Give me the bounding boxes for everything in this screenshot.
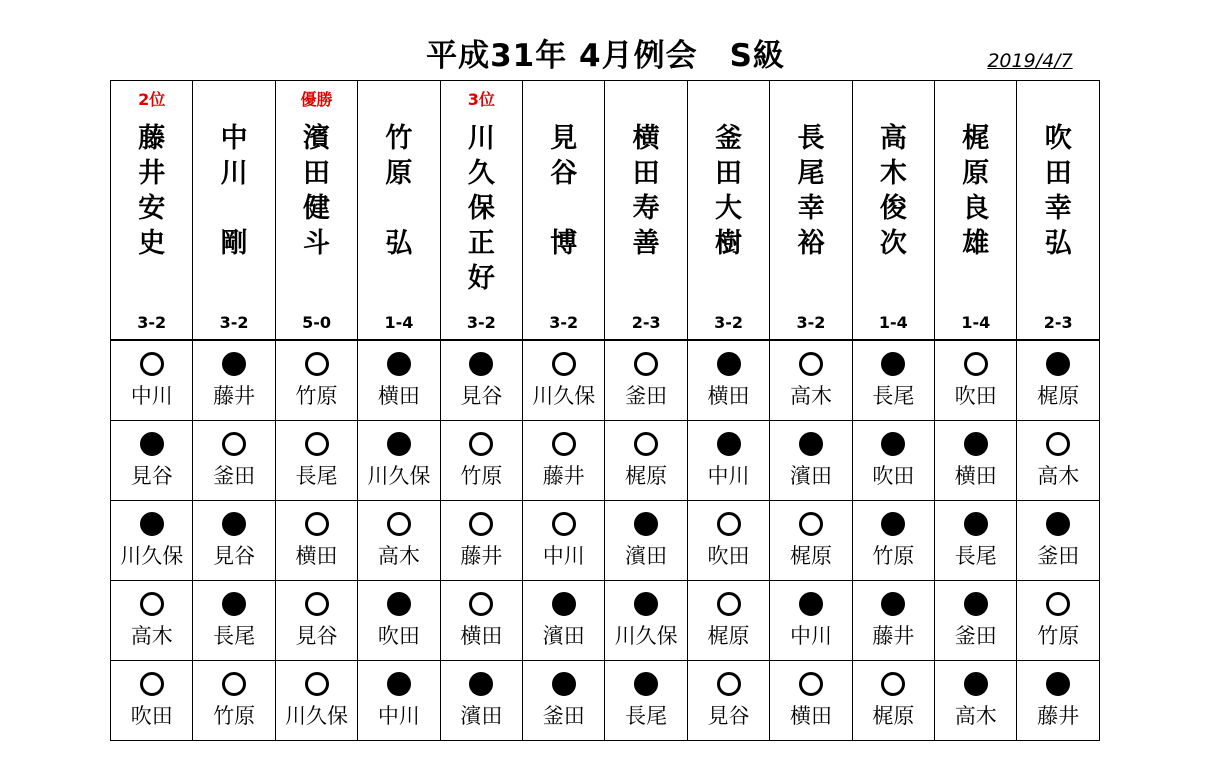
- player-name-char: 竹: [385, 123, 413, 154]
- win-circle-icon: [1046, 432, 1070, 456]
- loss-circle-icon: [387, 672, 411, 696]
- player-name-char: 保: [467, 193, 495, 224]
- opponent-name: 横田: [295, 544, 338, 568]
- win-circle-icon: [140, 352, 164, 376]
- loss-circle-icon: [552, 672, 576, 696]
- opponent-name: 吹田: [377, 624, 420, 648]
- opponent-name: 梶原: [625, 464, 668, 488]
- opponent-name: 釜田: [625, 384, 668, 408]
- player-name-char: 木: [879, 158, 907, 189]
- win-circle-icon: [140, 592, 164, 616]
- opponent-name: 横田: [707, 384, 750, 408]
- match-result-cell: [770, 340, 852, 421]
- opponent-name: 梶原: [789, 544, 832, 568]
- player-name-char: 釜: [715, 123, 743, 154]
- player-name-char: 善: [632, 228, 660, 259]
- round-row: [111, 501, 1100, 581]
- match-result-cell: [275, 340, 357, 421]
- win-circle-icon: [305, 672, 329, 696]
- match-result-cell: [770, 421, 852, 501]
- player-column-header: [440, 81, 522, 341]
- player-name: [276, 121, 357, 261]
- opponent-name: 高木: [954, 704, 997, 728]
- match-result-cell: [440, 661, 522, 741]
- event-date: 2019/4/7: [987, 50, 1073, 72]
- round-row: [111, 421, 1100, 501]
- match-result-cell: [852, 340, 934, 421]
- player-name-char: 田: [1044, 158, 1072, 189]
- player-name-char: 史: [138, 228, 166, 259]
- opponent-name: 濱田: [460, 704, 503, 728]
- win-circle-icon: [717, 592, 741, 616]
- loss-circle-icon: [222, 512, 246, 536]
- opponent-name: 長尾: [954, 544, 997, 568]
- match-result-cell: [687, 501, 769, 581]
- round-row: [111, 581, 1100, 661]
- win-circle-icon: [469, 592, 493, 616]
- opponent-name: 藤井: [542, 464, 585, 488]
- player-name-char: [193, 191, 274, 226]
- player-name-char: 剛: [220, 228, 248, 259]
- loss-circle-icon: [634, 592, 658, 616]
- win-circle-icon: [140, 672, 164, 696]
- match-result-cell: [193, 421, 275, 501]
- player-name-char: 斗: [303, 228, 331, 259]
- loss-circle-icon: [1046, 512, 1070, 536]
- opponent-name: 見谷: [707, 704, 750, 728]
- player-name-char: 大: [715, 193, 743, 224]
- win-circle-icon: [634, 352, 658, 376]
- opponent-name: 藤井: [460, 544, 503, 568]
- opponent-name: 見谷: [130, 464, 173, 488]
- match-result-cell: [852, 581, 934, 661]
- match-result-cell: [440, 501, 522, 581]
- player-header-row: [111, 81, 1100, 341]
- match-result-cell: [1017, 501, 1100, 581]
- player-name: [193, 121, 274, 261]
- win-circle-icon: [305, 432, 329, 456]
- opponent-name: 見谷: [295, 624, 338, 648]
- win-loss-score: 1-4: [878, 313, 908, 332]
- rank-label: 3位: [467, 90, 495, 109]
- loss-circle-icon: [222, 352, 246, 376]
- rank-label: 優勝: [300, 90, 333, 109]
- match-result-cell: [1017, 340, 1100, 421]
- match-result-cell: [935, 661, 1017, 741]
- match-result-cell: [605, 340, 687, 421]
- opponent-name: 藤井: [1037, 704, 1080, 728]
- loss-circle-icon: [964, 512, 988, 536]
- match-result-cell: [1017, 661, 1100, 741]
- opponent-name: 横田: [954, 464, 997, 488]
- match-result-cell: [935, 581, 1017, 661]
- match-result-cell: [111, 581, 193, 661]
- opponent-name: 梶原: [1037, 384, 1080, 408]
- opponent-name: 川久保: [285, 704, 349, 728]
- player-name-char: 健: [303, 193, 331, 224]
- match-result-cell: [440, 581, 522, 661]
- opponent-name: 梶原: [872, 704, 915, 728]
- player-name-char: 寿: [632, 193, 660, 224]
- match-result-cell: [523, 421, 605, 501]
- match-result-cell: [935, 421, 1017, 501]
- match-result-cell: [275, 501, 357, 581]
- player-name-char: 安: [138, 193, 166, 224]
- player-column-header: [605, 81, 687, 341]
- match-result-cell: [687, 581, 769, 661]
- win-circle-icon: [634, 432, 658, 456]
- loss-circle-icon: [717, 432, 741, 456]
- win-loss-score: 3-2: [219, 313, 249, 332]
- loss-circle-icon: [1046, 672, 1070, 696]
- match-result-cell: [605, 421, 687, 501]
- player-name: [111, 121, 192, 261]
- loss-circle-icon: [881, 512, 905, 536]
- match-result-cell: [935, 340, 1017, 421]
- opponent-name: 中川: [707, 464, 750, 488]
- win-loss-score: 2-3: [631, 313, 661, 332]
- player-name-char: 川: [467, 123, 495, 154]
- round-row: [111, 661, 1100, 741]
- opponent-name: 吹田: [872, 464, 915, 488]
- player-name-char: 博: [550, 228, 578, 259]
- win-circle-icon: [1046, 592, 1070, 616]
- player-column-header: [852, 81, 934, 341]
- opponent-name: 釜田: [1037, 544, 1080, 568]
- opponent-name: 長尾: [213, 624, 256, 648]
- opponent-name: 長尾: [872, 384, 915, 408]
- loss-circle-icon: [881, 352, 905, 376]
- player-name-char: 谷: [550, 158, 578, 189]
- win-loss-score: 3-2: [714, 313, 743, 332]
- win-circle-icon: [469, 512, 493, 536]
- match-result-cell: [358, 421, 440, 501]
- opponent-name: 横田: [789, 704, 832, 728]
- player-name-char: 原: [385, 158, 413, 189]
- player-name-char: 見: [550, 123, 578, 154]
- player-name: [853, 121, 934, 261]
- player-name: [688, 121, 769, 261]
- player-name: [523, 121, 604, 261]
- win-circle-icon: [222, 432, 246, 456]
- match-result-cell: [852, 661, 934, 741]
- loss-circle-icon: [717, 352, 741, 376]
- opponent-name: 川久保: [614, 624, 678, 648]
- match-result-cell: [358, 581, 440, 661]
- loss-circle-icon: [799, 592, 823, 616]
- win-circle-icon: [717, 512, 741, 536]
- win-circle-icon: [964, 352, 988, 376]
- opponent-name: 梶原: [707, 624, 750, 648]
- opponent-name: 長尾: [295, 464, 338, 488]
- player-name-char: 吹: [1044, 123, 1072, 154]
- opponent-name: 釜田: [542, 704, 585, 728]
- loss-circle-icon: [387, 592, 411, 616]
- player-column-header: [193, 81, 275, 341]
- match-result-cell: [605, 501, 687, 581]
- player-name-char: 次: [879, 228, 907, 259]
- win-loss-score: 5-0: [302, 313, 331, 332]
- match-result-cell: [852, 501, 934, 581]
- opponent-name: 長尾: [625, 704, 668, 728]
- match-result-cell: [1017, 581, 1100, 661]
- match-result-cell: [523, 340, 605, 421]
- win-loss-score: 2-3: [1043, 313, 1073, 332]
- match-result-cell: [193, 581, 275, 661]
- player-name-char: 横: [632, 123, 660, 154]
- opponent-name: 中川: [377, 704, 420, 728]
- win-circle-icon: [387, 512, 411, 536]
- results-table: [110, 80, 1100, 741]
- player-name-char: 久: [467, 158, 495, 189]
- match-result-cell: [935, 501, 1017, 581]
- page-title: 平成31年 4月例会 S級: [426, 38, 785, 74]
- opponent-name: 見谷: [213, 544, 256, 568]
- match-result-cell: [687, 661, 769, 741]
- player-name-char: 幸: [797, 193, 825, 224]
- match-result-cell: [852, 421, 934, 501]
- win-loss-score: 3-2: [549, 313, 579, 332]
- loss-circle-icon: [634, 512, 658, 536]
- win-loss-score: 3-2: [466, 313, 496, 332]
- player-name-char: 正: [467, 228, 495, 259]
- opponent-name: 藤井: [872, 624, 915, 648]
- player-name-char: 長: [797, 123, 825, 154]
- opponent-name: 濱田: [789, 464, 832, 488]
- round-row: [111, 340, 1100, 421]
- match-result-cell: [111, 340, 193, 421]
- player-name-char: 幸: [1044, 193, 1072, 224]
- win-loss-score: 1-4: [961, 313, 991, 332]
- win-loss-score: 1-4: [384, 313, 414, 332]
- loss-circle-icon: [469, 672, 493, 696]
- player-column-header: [1017, 81, 1100, 341]
- match-result-cell: [770, 501, 852, 581]
- win-circle-icon: [799, 512, 823, 536]
- win-circle-icon: [799, 352, 823, 376]
- opponent-name: 横田: [377, 384, 420, 408]
- match-result-cell: [275, 581, 357, 661]
- win-circle-icon: [552, 352, 576, 376]
- match-result-cell: [193, 501, 275, 581]
- loss-circle-icon: [964, 592, 988, 616]
- opponent-name: 高木: [789, 384, 832, 408]
- opponent-name: 吹田: [130, 704, 173, 728]
- match-result-cell: [1017, 421, 1100, 501]
- match-result-cell: [605, 661, 687, 741]
- loss-circle-icon: [552, 592, 576, 616]
- opponent-name: 横田: [460, 624, 503, 648]
- player-name-char: 弘: [385, 228, 413, 259]
- loss-circle-icon: [881, 592, 905, 616]
- loss-circle-icon: [799, 432, 823, 456]
- win-circle-icon: [305, 352, 329, 376]
- opponent-name: 吹田: [954, 384, 997, 408]
- win-circle-icon: [552, 512, 576, 536]
- loss-circle-icon: [140, 432, 164, 456]
- loss-circle-icon: [387, 432, 411, 456]
- loss-circle-icon: [140, 512, 164, 536]
- opponent-name: 川久保: [532, 384, 596, 408]
- match-result-cell: [358, 501, 440, 581]
- match-result-cell: [358, 661, 440, 741]
- win-loss-score: 3-2: [796, 313, 826, 332]
- loss-circle-icon: [881, 432, 905, 456]
- match-result-cell: [440, 421, 522, 501]
- match-result-cell: [687, 340, 769, 421]
- opponent-name: 川久保: [367, 464, 431, 488]
- opponent-name: 濱田: [625, 544, 668, 568]
- opponent-name: 高木: [377, 544, 420, 568]
- win-circle-icon: [799, 672, 823, 696]
- opponent-name: 高木: [130, 624, 173, 648]
- opponent-name: 見谷: [460, 384, 503, 408]
- match-result-cell: [523, 581, 605, 661]
- win-circle-icon: [881, 672, 905, 696]
- loss-circle-icon: [469, 352, 493, 376]
- player-column-header: [523, 81, 605, 341]
- opponent-name: 竹原: [213, 704, 256, 728]
- opponent-name: 中川: [789, 624, 832, 648]
- player-name-char: 好: [467, 263, 495, 294]
- player-name-char: 弘: [1044, 228, 1072, 259]
- match-result-cell: [111, 501, 193, 581]
- match-result-cell: [193, 661, 275, 741]
- opponent-name: 釜田: [954, 624, 997, 648]
- player-name: [358, 121, 439, 261]
- player-column-header: [275, 81, 357, 341]
- player-name: [935, 121, 1016, 261]
- opponent-name: 高木: [1037, 464, 1080, 488]
- player-name-char: 梶: [962, 123, 990, 154]
- match-result-cell: [440, 340, 522, 421]
- player-name-char: 裕: [797, 228, 825, 259]
- player-name-char: 藤: [138, 123, 166, 154]
- player-name-char: 良: [962, 193, 990, 224]
- loss-circle-icon: [964, 432, 988, 456]
- player-name-char: 川: [220, 158, 248, 189]
- win-circle-icon: [305, 592, 329, 616]
- loss-circle-icon: [222, 592, 246, 616]
- opponent-name: 川久保: [120, 544, 184, 568]
- player-column-header: [770, 81, 852, 341]
- match-result-cell: [687, 421, 769, 501]
- player-name-char: 高: [879, 123, 907, 154]
- player-column-header: [111, 81, 193, 341]
- opponent-name: 濱田: [542, 624, 585, 648]
- opponent-name: 竹原: [460, 464, 503, 488]
- match-result-cell: [770, 581, 852, 661]
- match-result-cell: [523, 501, 605, 581]
- loss-circle-icon: [1046, 352, 1070, 376]
- player-name-char: [523, 191, 604, 226]
- player-name-char: 俊: [879, 193, 907, 224]
- win-circle-icon: [552, 432, 576, 456]
- match-result-cell: [275, 661, 357, 741]
- opponent-name: 吹田: [707, 544, 750, 568]
- player-name-char: 原: [962, 158, 990, 189]
- match-result-cell: [193, 340, 275, 421]
- loss-circle-icon: [387, 352, 411, 376]
- match-result-cell: [605, 581, 687, 661]
- player-name: [441, 121, 522, 296]
- player-name-char: 田: [303, 158, 331, 189]
- win-circle-icon: [222, 672, 246, 696]
- player-column-header: [687, 81, 769, 341]
- player-name-char: 田: [632, 158, 660, 189]
- player-name-char: 濱: [303, 123, 331, 154]
- player-name-char: 樹: [715, 228, 743, 259]
- player-name: [770, 121, 851, 261]
- opponent-name: 竹原: [1037, 624, 1080, 648]
- opponent-name: 中川: [130, 384, 173, 408]
- player-name: [605, 121, 686, 261]
- player-name-char: 尾: [797, 158, 825, 189]
- opponent-name: 中川: [542, 544, 585, 568]
- player-column-header: [935, 81, 1017, 341]
- player-column-header: [358, 81, 440, 341]
- player-name-char: 井: [138, 158, 166, 189]
- player-name-char: 田: [715, 158, 743, 189]
- loss-circle-icon: [964, 672, 988, 696]
- opponent-name: 藤井: [213, 384, 256, 408]
- win-circle-icon: [469, 432, 493, 456]
- match-result-cell: [770, 661, 852, 741]
- win-circle-icon: [305, 512, 329, 536]
- opponent-name: 釜田: [213, 464, 256, 488]
- player-name-char: 中: [220, 123, 248, 154]
- opponent-name: 竹原: [872, 544, 915, 568]
- loss-circle-icon: [634, 672, 658, 696]
- opponent-name: 竹原: [295, 384, 338, 408]
- match-result-cell: [358, 340, 440, 421]
- match-result-cell: [111, 421, 193, 501]
- player-name: [1017, 121, 1099, 261]
- rank-label: 2位: [138, 90, 166, 109]
- win-loss-score: 3-2: [137, 313, 167, 332]
- match-result-cell: [111, 661, 193, 741]
- player-name-char: [358, 191, 439, 226]
- win-circle-icon: [717, 672, 741, 696]
- match-result-cell: [275, 421, 357, 501]
- player-name-char: 雄: [962, 228, 990, 259]
- match-result-cell: [523, 661, 605, 741]
